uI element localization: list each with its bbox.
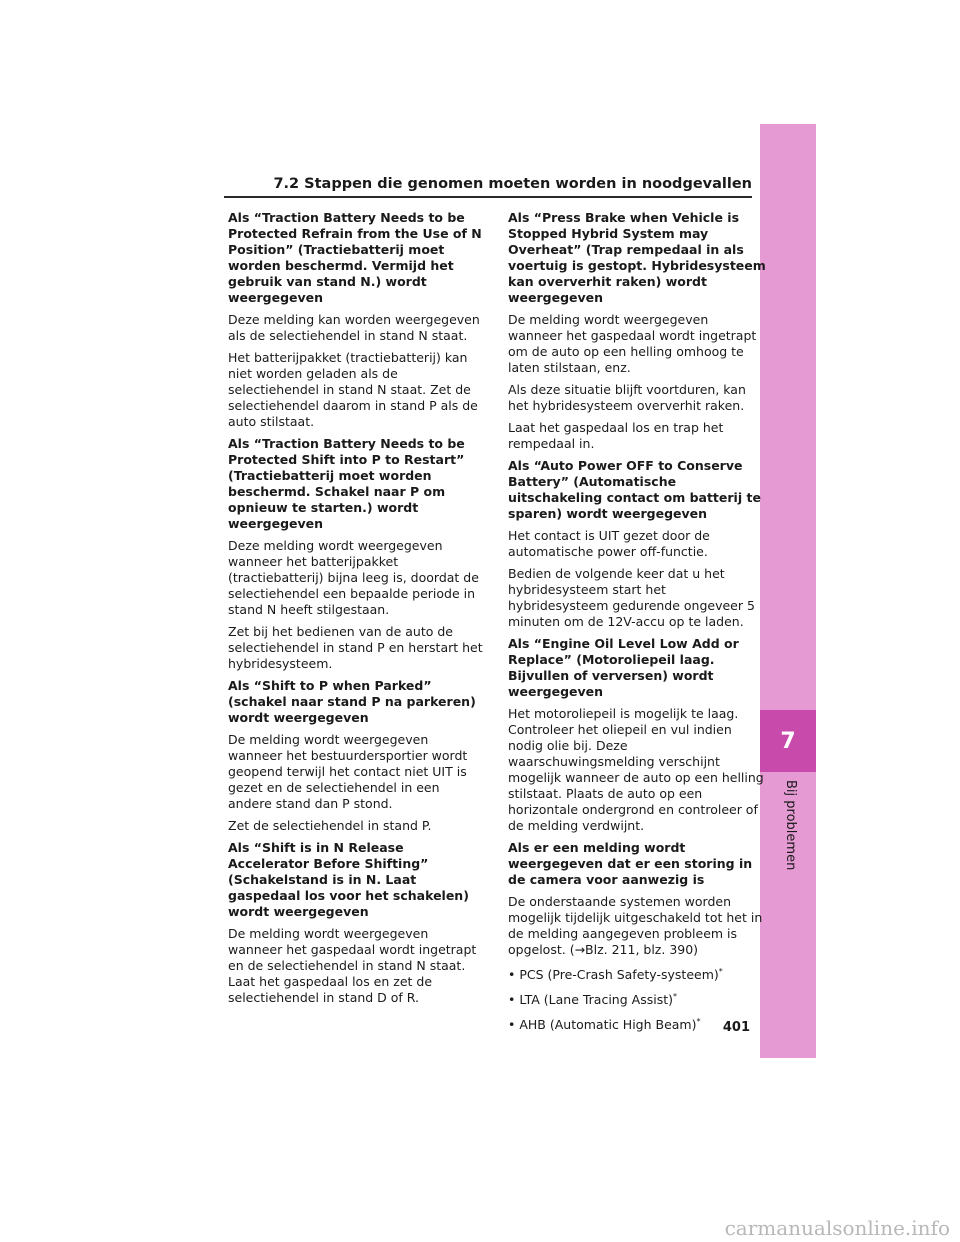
list-item-text: • PCS (Pre-Crash Safety-systeem) (508, 967, 719, 983)
chapter-label: Bij problemen (783, 780, 798, 871)
body-paragraph: De melding wordt weergegeven wanneer het gaspedaal wordt ingetrapt en de selectiehendel in stand N staat. Laat het gaspedaal los en zet de selectiehendel in stand D of R. (228, 926, 477, 1005)
chapter-number-tab[interactable]: 7 (760, 710, 816, 772)
body-paragraph: Als deze situatie blijft voortduren, kan het hybridesysteem oververhit raken. (508, 382, 746, 413)
body-paragraph: Het motoroliepeil is mogelijk te laag. Controleer het oliepeil en vul indien nodig olie bij. Deze waarschuwingsmelding verschijnt mogelijk wanneer de auto op een helling stilstaat. Plaats de auto op een horizontale ondergrond en controleer of de melding verdwijnt. (508, 706, 764, 833)
chapter-sidebar (760, 124, 816, 1058)
section-heading: Als “Shift to P when Parked” (schakel naar stand P na parkeren) wordt weergegeven (228, 678, 476, 725)
section-heading: Als “Traction Battery Needs to be Protected Shift into P to Restart” (Tractiebatterij moet worden beschermd. Schakel naar P om opnieuw te starten.) wordt weergegeven (228, 436, 465, 531)
body-paragraph: Zet bij het bedienen van de auto de selectiehendel in stand P en herstart het hybridesysteem. (228, 624, 483, 671)
section-heading: Als “Press Brake when Vehicle is Stopped Hybrid System may Overheat” (Trap rempedaal in als voertuig is gestopt. Hybridesysteem kan oververhit raken) wordt weergegeven (508, 210, 766, 305)
body-paragraph: Zet de selectiehendel in stand P. (228, 818, 432, 833)
watermark-text: carmanualsonline.info (724, 1216, 950, 1240)
section-heading: Als “Engine Oil Level Low Add or Replace” (Motoroliepeil laag. Bijvullen of verversen) wordt weergegeven (508, 636, 739, 699)
body-paragraph: De melding wordt weergegeven wanneer het gaspedaal wordt ingetrapt om de auto op een helling omhoog te laten stilstaan, enz. (508, 312, 757, 375)
body-paragraph: De onderstaande systemen worden mogelijk tijdelijk uitgeschakeld tot het in de melding aangegeven probleem is opgelost. (→Blz. 211, blz. 390) (508, 894, 763, 957)
list-item-text: • LTA (Lane Tracing Assist) (508, 992, 673, 1008)
right-column (508, 210, 766, 1039)
section-heading: Als “Shift is in N Release Accelerator Before Shifting” (Schakelstand is in N. Laat gaspedaal los voor het schakelen) wordt weergegeven (228, 840, 469, 919)
body-paragraph: Bedien de volgende keer dat u het hybridesysteem start het hybridesysteem gedurende ongeveer 5 minuten om de 12V-accu op te laden. (508, 566, 755, 629)
section-heading: Als “Auto Power OFF to Conserve Battery” (Automatische uitschakeling contact om batterij te sparen) wordt weergegeven (508, 458, 761, 521)
section-header: 7.2 Stappen die genomen moeten worden in noodgevallen (224, 176, 752, 198)
body-paragraph: De melding wordt weergegeven wanneer het bestuurdersportier wordt geopend terwijl het contact niet UIT is gezet en de selectiehendel in een andere stand dan P stond. (228, 732, 468, 811)
body-paragraph: Het batterijpakket (tractiebatterij) kan niet worden geladen als de selectiehendel in stand N staat. Zet de selectiehendel daarom in stand P als de auto stilstaat. (228, 350, 478, 429)
footnote-marker: * (696, 1017, 701, 1027)
left-column (228, 210, 486, 1012)
list-item (508, 964, 766, 983)
footnote-marker: * (672, 992, 677, 1002)
body-paragraph: Laat het gaspedaal los en trap het rempedaal in. (508, 420, 724, 451)
list-item-text: • AHB (Automatic High Beam) (508, 1017, 697, 1033)
body-paragraph: Het contact is UIT gezet door de automatische power off-functie. (508, 528, 710, 559)
section-heading: Als “Traction Battery Needs to be Protected Refrain from the Use of N Position” (Tractiebatterij moet worden beschermd. Vermijd het gebruik van stand N.) wordt weergegeven (228, 210, 482, 305)
body-paragraph: Deze melding kan worden weergegeven als de selectiehendel in stand N staat. (228, 312, 480, 343)
list-item (508, 989, 766, 1008)
page-number: 401 (722, 1020, 750, 1035)
section-heading: Als er een melding wordt weergegeven dat er een storing in de camera voor aanwezig is (508, 840, 753, 887)
body-paragraph: Deze melding wordt weergegeven wanneer het batterijpakket (tractiebatterij) bijna leeg is, doordat de selectiehendel een bepaalde periode in stand N heeft stilgestaan. (228, 538, 479, 617)
footnote-marker: * (718, 967, 723, 976)
